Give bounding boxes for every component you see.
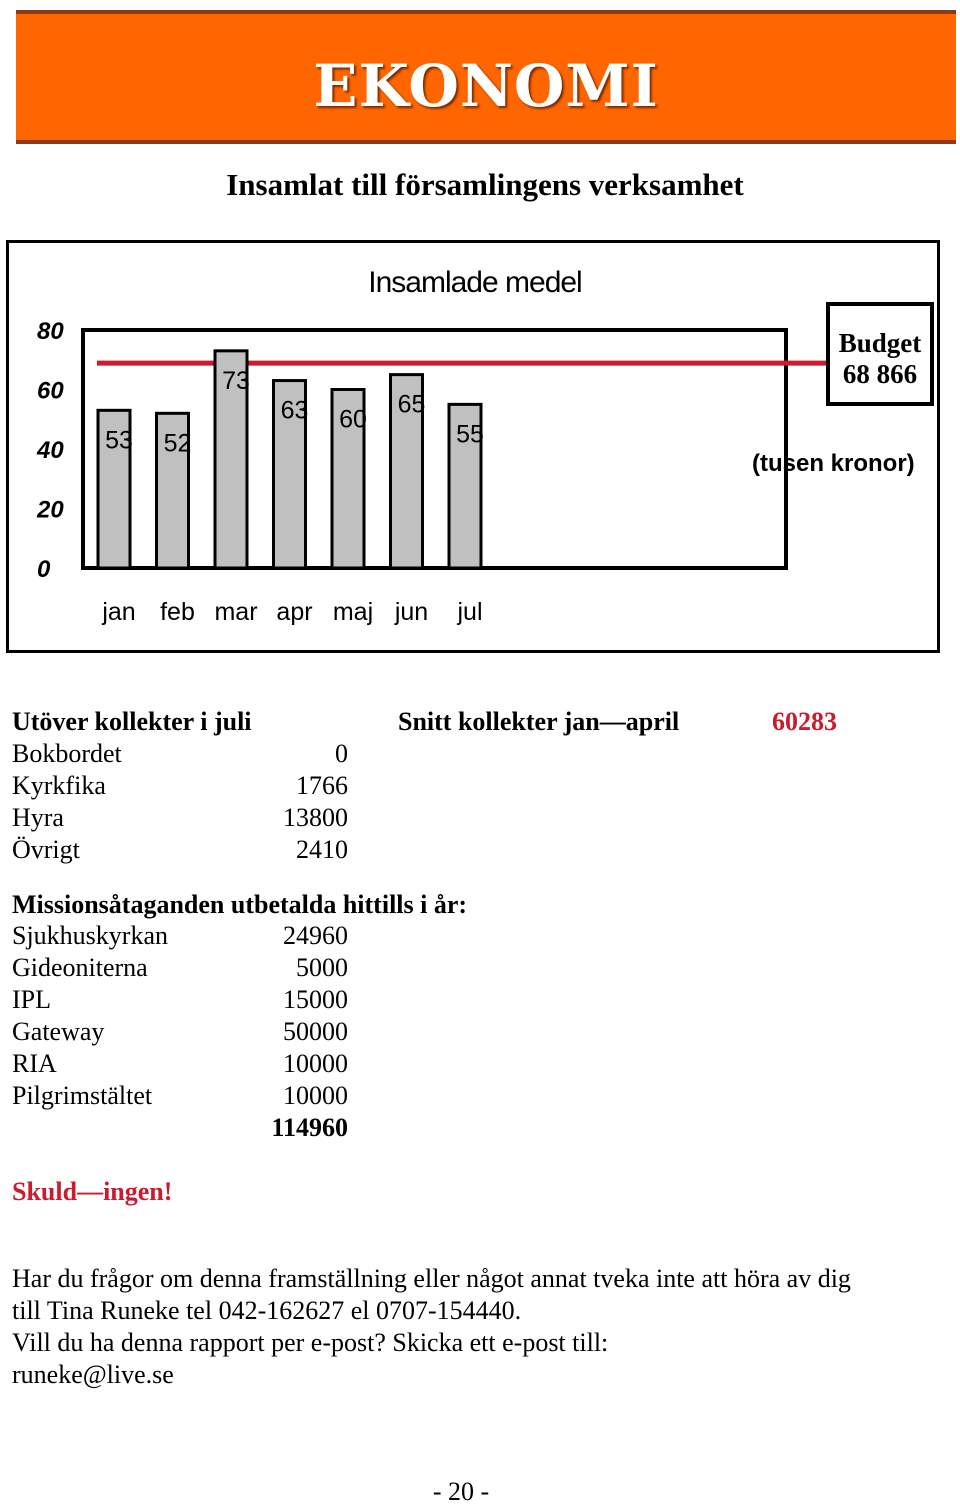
contact-paragraph bbox=[12, 1263, 952, 1391]
mission-label: Sjukhuskyrkan bbox=[12, 921, 168, 950]
collection-value: 13800 bbox=[283, 803, 348, 832]
collection-value: 2410 bbox=[296, 835, 348, 864]
y-tick-label: 40 bbox=[37, 437, 64, 464]
chart-title: Insamlade medel bbox=[368, 266, 582, 299]
collection-value: 0 bbox=[335, 739, 348, 768]
y-tick-label: 20 bbox=[37, 496, 64, 524]
budget-value: 68 866 bbox=[842, 359, 918, 389]
mission-value: 15000 bbox=[283, 985, 348, 1014]
average-label: Snitt kollekter jan—april bbox=[398, 707, 680, 736]
data-label: 65 bbox=[397, 390, 426, 419]
x-tick-label: jul bbox=[457, 598, 483, 626]
x-tick-label: mar bbox=[214, 598, 258, 626]
contact-email: runeke@live.se bbox=[12, 1360, 174, 1389]
data-label: 63 bbox=[280, 396, 309, 425]
y-tick-label: 0 bbox=[37, 556, 51, 583]
mission-label: Gateway bbox=[12, 1017, 105, 1046]
x-tick-label: maj bbox=[332, 598, 374, 626]
collection-label: Kyrkfika bbox=[12, 771, 106, 800]
collection-label: Bokbordet bbox=[12, 739, 122, 768]
mission-label: IPL bbox=[12, 985, 51, 1014]
data-label: 60 bbox=[339, 405, 367, 434]
collection-value: 1766 bbox=[296, 771, 348, 800]
data-label: 52 bbox=[163, 429, 192, 458]
missions-heading: Missionsåtaganden utbetalda hittills i år: bbox=[12, 890, 468, 919]
mission-value: 5000 bbox=[296, 953, 348, 982]
mission-label: Gideoniterna bbox=[12, 953, 148, 982]
mission-label: RIA bbox=[12, 1049, 57, 1078]
x-tick-label: jun bbox=[394, 598, 429, 626]
contact-line: till Tina Runeke tel 042-162627 el 0707-154440. bbox=[12, 1296, 522, 1325]
y-tick-label: 80 bbox=[37, 318, 64, 345]
collection-label: Hyra bbox=[12, 803, 64, 832]
mission-value: 10000 bbox=[283, 1081, 348, 1110]
debt-status: Skuld—ingen! bbox=[12, 1177, 173, 1206]
average-value: 60283 bbox=[772, 707, 837, 736]
mission-value: 10000 bbox=[283, 1049, 348, 1078]
data-label: 53 bbox=[105, 426, 133, 455]
budget-box bbox=[826, 302, 934, 406]
page-number: - 20 - bbox=[432, 1477, 490, 1506]
budget-label: Budget bbox=[838, 328, 922, 358]
collections-heading: Utöver kollekter i juli bbox=[12, 707, 252, 736]
missions-total: 114960 bbox=[271, 1113, 348, 1142]
header-banner bbox=[16, 10, 956, 144]
unit-note: (tusen kronor) bbox=[752, 450, 915, 477]
collection-label: Övrigt bbox=[12, 835, 80, 864]
mission-label: Pilgrimstältet bbox=[12, 1081, 153, 1110]
y-tick-label: 60 bbox=[37, 377, 64, 405]
x-tick-label: jan bbox=[102, 598, 136, 626]
mission-value: 24960 bbox=[283, 921, 348, 950]
data-label: 73 bbox=[222, 366, 250, 395]
contact-line: Vill du ha denna rapport per e-post? Skicka ett e-post till: bbox=[12, 1328, 609, 1357]
chart-frame bbox=[6, 240, 940, 653]
mission-value: 50000 bbox=[283, 1017, 348, 1046]
section-subtitle: Insamlat till församlingens verksamhet bbox=[226, 167, 744, 202]
contact-line: Har du frågor om denna framställning eller något annat tveka inte att höra av dig bbox=[12, 1264, 851, 1293]
x-tick-label: feb bbox=[160, 598, 195, 626]
page-title: EKONOMI bbox=[313, 52, 659, 120]
data-label: 55 bbox=[456, 420, 484, 449]
x-tick-label: apr bbox=[276, 598, 313, 626]
